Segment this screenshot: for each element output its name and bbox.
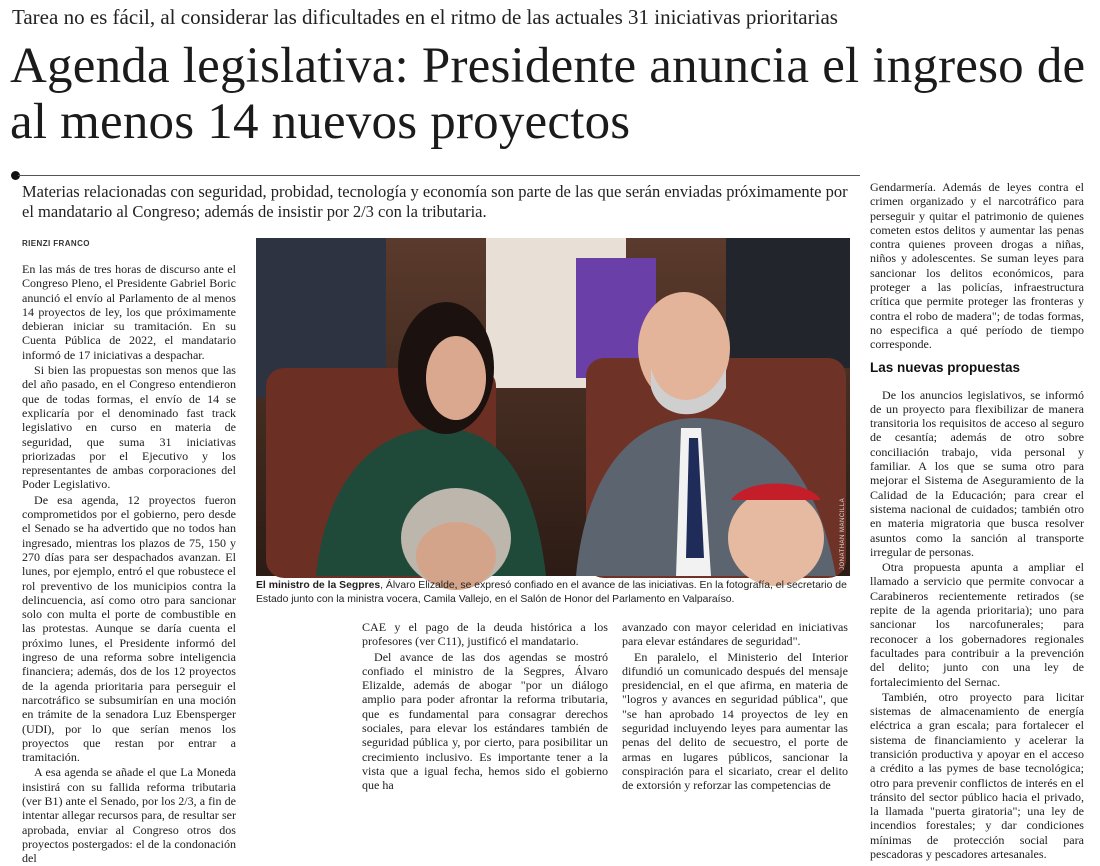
paragraph: En las más de tres horas de discurso ante el Congreso Pleno, el Presidente Gabriel Boric anunció el envío al Parlamento de al menos 14 proyectos de ley, los que próximamente debieran iniciar su tramitación. En su Cuenta Pública de 2022, el mandatario informó de 17 iniciativas a despachar.: [22, 262, 236, 362]
photo-credit: JONATHAN MANCILLA: [840, 497, 846, 570]
caption-lead: El ministro de la Segpres: [256, 580, 381, 591]
byline: RIENZI FRANCO: [22, 239, 90, 248]
paragraph: Si bien las propuestas son menos que las del año pasado, en el Congreso entendieron que de todas formas, el envío de 14 se explicaría por el denominado fast track legislativo en curso en materia de seguridad, que suma 31 iniciativas priorizadas por el Ejecutivo y los representantes de ambas corporaciones del Poder Legislativo.: [22, 363, 236, 492]
section-subhead: Las nuevas propuestas: [870, 359, 1021, 375]
photo-caption: [256, 579, 850, 606]
headline-rule: [18, 175, 860, 176]
paragraph: También, otro proyecto para licitar sistemas de almacenamiento de energía eléctrica a gran escala; para fortalecer el sistema de financiamiento y acelerar la transición productiva y apoyar en el acceso a crédito a las pymes de base tecnológica; otro para prevenir conflictos de interés en el tránsito del sector público hacia el privado, la llamada "puerta giratoria"; una ley de incendios forestales; y dar condiciones mínimas de protección social para pescadoras y pescadores artesanales.: [870, 689, 1084, 862]
body-column-1: [22, 262, 236, 866]
caption-text: , Álvaro Elizalde, se expresó confiado en el avance de las iniciativas. En la fotografía, el secretario de Estado junto con la ministra vocera, Camila Vallejo, en el Salón de Honor del Parlamento en Valparaíso.: [256, 580, 847, 605]
paragraph: CAE y el pago de la deuda histórica a los profesores (ver C11), justificó el mandatario.: [362, 620, 608, 649]
paragraph: Gendarmería. Además de leyes contra el crimen organizado y el narcotráfico para perseguir y quitar el patrimonio de quienes cometen estos delitos y aumentar las penas contra quienes proveen drogas a niñas, niños y adolescentes. Se suman leyes para sancionar los delitos económicos, para proteger a las policías, infraestructura crítica que permite proteger las fronteras y contra el robo de madera"; de todas formas, no especifica a qué período de tiempo corresponde.: [870, 180, 1084, 352]
article-deck: Materias relacionadas con seguridad, probidad, tecnología y economía son parte de las que serán enviadas próximamente por el mandatario al Congreso; además de insistir por 2/3 con la tributaria.: [22, 182, 848, 221]
paragraph: En paralelo, el Ministerio del Interior difundió un comunicado después del mensaje presidencial, en el que afirma, en materia de "logros y avances en seguridad pública", que "se han aprobado 14 proyectos de ley en seguridad incluyendo leyes para aumentar las penas del delito de secuestro, el porte de armas en lugares públicos, sancionar la conspiración para el sicariato, crear el delito de extorsión y reforzar las competencias de: [622, 649, 848, 793]
body-column-3: [622, 620, 848, 794]
paragraph: avanzado con mayor celeridad en iniciativas para elevar estándares de seguridad".: [622, 620, 848, 649]
photo-illustration: [256, 238, 850, 576]
paragraph: De los anuncios legislativos, se informó de un proyecto para flexibilizar de manera transitoria los requisitos de acceso al seguro de cesantía; además de otro sobre conciliación trabajo, vida personal y familiar. A los que se suma otro para mejorar el Sistema de Aseguramiento de la Calidad de la Educación; para crear el sistema nacional de cuidados; también otro en materia migratoria que busca resolver asuntos como la sanción al transporte irregular de personas.: [870, 387, 1084, 559]
paragraph: A esa agenda se añade el que La Moneda insistirá con su fallida reforma tributaria (ver B1) ante el Senado, por los 2/3, a fin de intentar allegar recursos para, de resultar ser aprobada, enviar al Congreso otros dos proyectos postergados: el de la condonación del: [22, 765, 236, 866]
body-column-4: [870, 180, 1084, 862]
article-headline: Agenda legislativa: Presidente anuncia el ingreso de al menos 14 nuevos proyectos: [10, 38, 1086, 150]
body-column-2: [362, 620, 608, 794]
paragraph: Otra propuesta apunta a ampliar el llamado a servicio que permite convocar a Carabineros recientemente retirados (se repite de la agenda prioritaria); uno para sancionar los narcofunerales; para reconocer a los gobernadores regionales facultades para contribuir a la prevención del delito; junto con una ley de fortalecimiento del Sernac.: [870, 560, 1084, 689]
paragraph: Del avance de las dos agendas se mostró confiado el ministro de la Segpres, Álvaro Elizalde, además de abogar "por un diálogo amplio para poder afrontar la reforma tributaria, que es fundamental para consagrar derechos sociales, para elevar los estándares también de seguridad pública y, por cierto, para posibilitar un crecimiento inclusivo. Es importante tener a la vista que a igual fecha, hemos sido el gobierno que ha: [362, 649, 608, 793]
article-kicker: Tarea no es fácil, al considerar las dificultades en el ritmo de las actuales 31 iniciativas prioritarias: [12, 5, 838, 29]
paragraph: De esa agenda, 12 proyectos fueron comprometidos por el gobierno, pero desde el Senado se ha advertido que no todos han ingresado, mientras los plazos de 75, 150 y 270 días para ser despachados avanzan. El lunes, por ejemplo, entró el que robustece el rol preventivo de los municipios contra la delincuencia, así como otro para sancionar solo con multa el porte de combustible en las protestas. Aunque se daría cuenta el próximo lunes, el Presidente informó del ingreso de una reforma sobre inteligencia financiera; además, dos de los 12 proyectos de la agenda prioritaria para perseguir el narcotráfico se subsumirían en una moción en trámite de la senadora Luz Ebensperger (UDI), por lo que serían menos los proyectos que restan por entrar a tramitación.: [22, 492, 236, 765]
article-photo: [256, 238, 850, 576]
